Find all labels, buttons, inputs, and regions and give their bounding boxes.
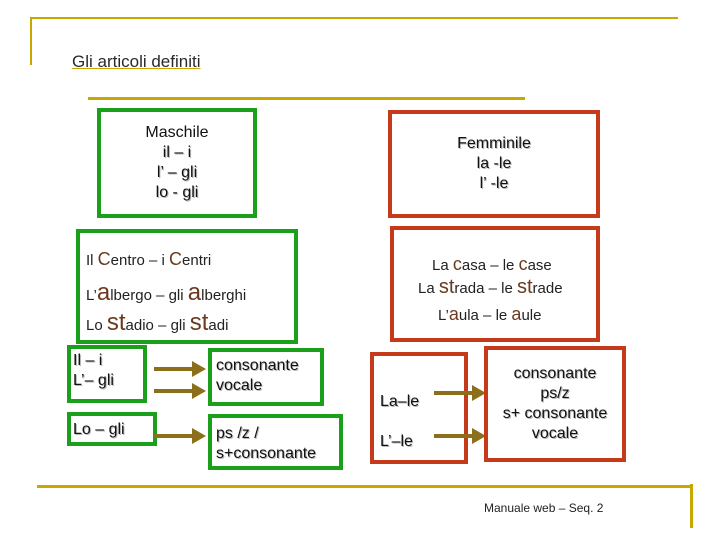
rule-condition: ps/z	[540, 385, 570, 402]
rule-condition: consonante	[216, 357, 299, 374]
arrow-right-icon	[432, 382, 488, 404]
right-rule	[690, 484, 693, 528]
rule-article: La–le	[380, 393, 420, 410]
rule-condition: consonante	[513, 365, 597, 382]
maschile-line: l’ – gli	[156, 164, 198, 181]
title-underline	[88, 97, 525, 100]
masc-rule-articles-box	[67, 345, 147, 403]
rule-article: L’– gli	[73, 372, 114, 389]
masc-examples-box	[76, 229, 298, 344]
fem-example-row: La strada – le strade	[418, 276, 563, 298]
fem-example-row: La casa – le case	[432, 254, 552, 274]
arrow-right-icon	[432, 425, 488, 447]
femminile-line: l’ -le	[479, 175, 509, 192]
left-rule	[30, 17, 32, 65]
rule-condition: vocale	[216, 377, 263, 394]
fem-examples-box	[390, 226, 600, 342]
rule-condition: s+ consonante	[502, 405, 608, 422]
rule-article: Lo – gli	[73, 421, 125, 438]
bottom-rule	[37, 485, 693, 488]
arrow-right-icon	[152, 358, 208, 380]
slide-title: Gli articoli definiti	[72, 52, 201, 71]
arrow-right-icon	[152, 380, 208, 402]
maschile-line: lo - gli	[155, 184, 199, 201]
rule-condition: s+consonante	[216, 445, 317, 462]
masc-rule-condition-box	[208, 348, 324, 406]
masc-example-row: Lo stadio – gli stadi	[86, 309, 229, 336]
maschile-box	[97, 108, 257, 218]
arrow-right-icon	[152, 425, 208, 447]
femminile-box	[388, 110, 600, 218]
masc-rule-articles-box	[67, 412, 157, 446]
top-rule	[30, 17, 678, 19]
fem-rule-articles-box	[370, 352, 468, 464]
femminile-line: la -le	[476, 155, 512, 172]
rule-article: Il – i	[73, 352, 103, 369]
fem-example-row: L’aula – le aule	[438, 304, 542, 324]
maschile-heading: Maschile	[145, 124, 209, 141]
fem-rule-condition-box	[484, 346, 626, 462]
rule-article: L’–le	[380, 433, 413, 450]
rule-condition: vocale	[531, 425, 579, 442]
footer-credit: Manuale web – Seq. 2	[484, 501, 604, 515]
masc-example-row: L’albergo – gli alberghi	[86, 279, 247, 306]
masc-example-row: Il Centro – i Centri	[86, 249, 212, 269]
masc-rule-condition-box	[208, 414, 343, 470]
maschile-line: il – i	[162, 144, 192, 161]
femminile-heading: Femminile	[457, 135, 531, 152]
rule-condition: ps /z /	[216, 425, 259, 442]
